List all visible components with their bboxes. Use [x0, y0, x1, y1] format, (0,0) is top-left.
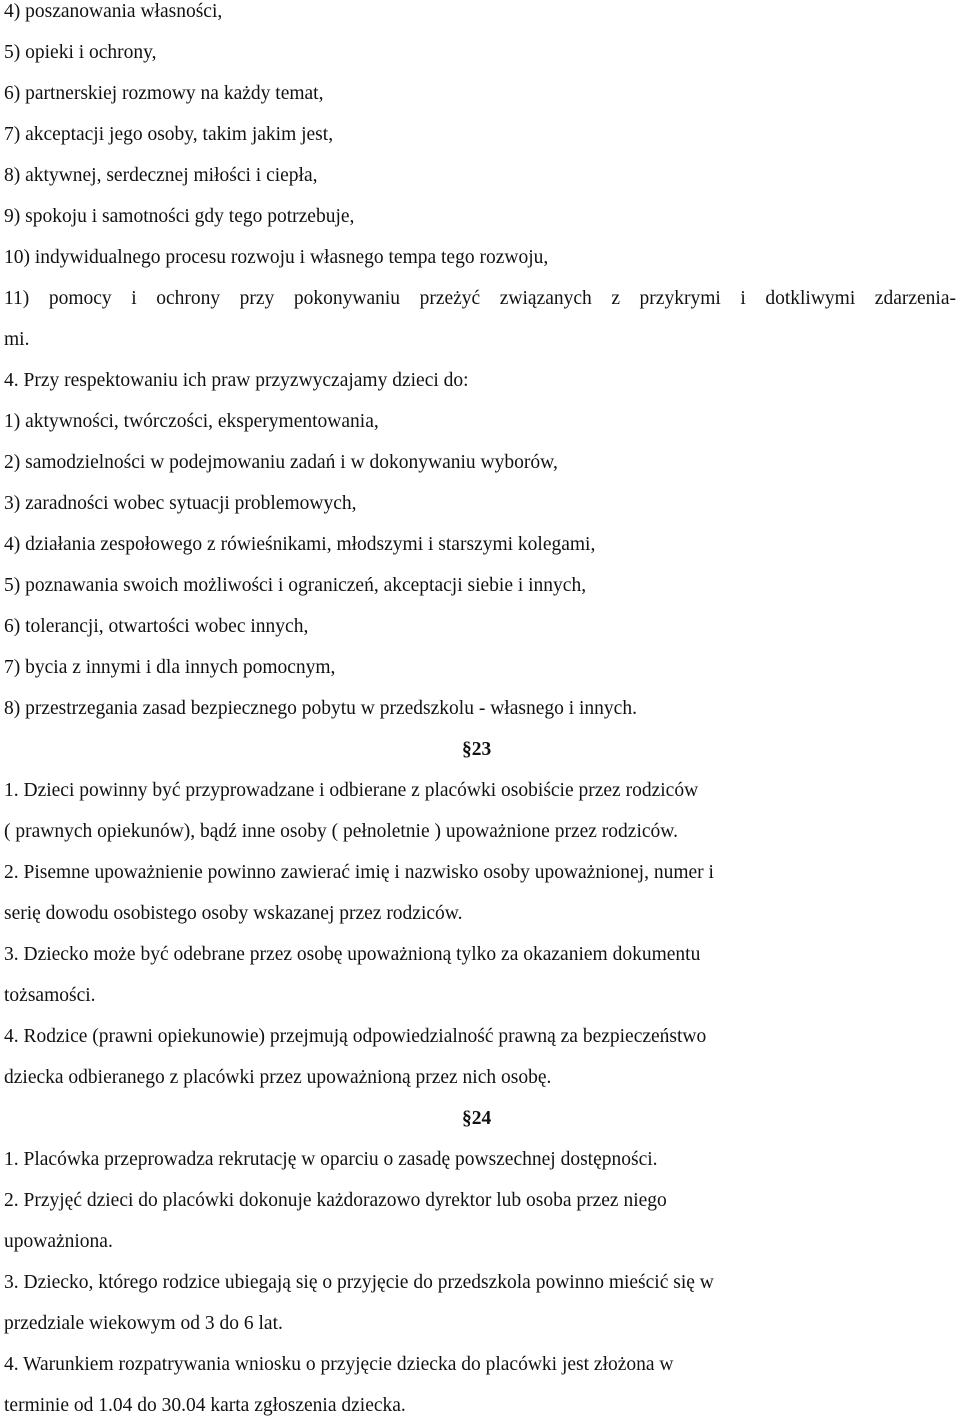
text-line: 4) działania zespołowego z rówieśnikami, młodszymi i starszymi kolegami,: [4, 534, 596, 555]
text-line: 5) poznawania swoich możliwości i ograniczeń, akceptacji siebie i innych,: [4, 575, 587, 596]
text-line: 2. Pisemne upoważnienie powinno zawierać imię i nazwisko osoby upoważnionej, numer i: [4, 862, 714, 883]
text-line: 10) indywidualnego procesu rozwoju i własnego tempa tego rozwoju,: [4, 247, 549, 268]
section-heading: §23: [462, 739, 492, 760]
text-line: 3) zaradności wobec sytuacji problemowych,: [4, 493, 357, 514]
text-line: 2) samodzielności w podejmowaniu zadań i w dokonywaniu wyborów,: [4, 452, 558, 473]
text-line: 9) spokoju i samotności gdy tego potrzebuje,: [4, 206, 355, 227]
text-line: serię dowodu osobistego osoby wskazanej przez rodziców.: [4, 903, 463, 924]
text-line: mi.: [4, 329, 30, 350]
text-line: ( prawnych opiekunów), bądź inne osoby ( pełnoletnie ) upoważnione przez rodziców.: [4, 821, 678, 842]
text-line: 2. Przyjęć dzieci do placówki dokonuje każdorazowo dyrektor lub osoba przez niego: [4, 1190, 667, 1211]
text-line: 5) opieki i ochrony,: [4, 42, 157, 63]
text-line: terminie od 1.04 do 30.04 karta zgłoszenia dziecka.: [4, 1395, 406, 1416]
text-line: 3. Dziecko może być odebrane przez osobę upoważnioną tylko za okazaniem dokumentu: [4, 944, 701, 965]
text-line: 4. Warunkiem rozpatrywania wniosku o przyjęcie dziecka do placówki jest złożona w: [4, 1354, 674, 1375]
text-line: przedziale wiekowym od 3 do 6 lat.: [4, 1313, 283, 1334]
text-line: 7) bycia z innymi i dla innych pomocnym,: [4, 657, 336, 678]
text-line: 8) aktywnej, serdecznej miłości i ciepła,: [4, 165, 318, 186]
text-line: 1. Dzieci powinny być przyprowadzane i odbierane z placówki osobiście przez rodziców: [4, 780, 699, 801]
text-line: 8) przestrzegania zasad bezpiecznego pobytu w przedszkolu - własnego i innych.: [4, 698, 637, 719]
text-line: 11) pomocy i ochrony przy pokonywaniu przeżyć związanych z przykrymi i dotkliwymi zdarzenia-: [4, 288, 956, 309]
text-line: upoważniona.: [4, 1231, 113, 1252]
text-line: dziecka odbieranego z placówki przez upoważnioną przez nich osobę.: [4, 1067, 552, 1088]
text-line: 4. Przy respektowaniu ich praw przyzwyczajamy dzieci do:: [4, 370, 469, 391]
text-line: 4) poszanowania własności,: [4, 1, 223, 22]
text-line: 6) partnerskiej rozmowy na każdy temat,: [4, 83, 324, 104]
text-line: 6) tolerancji, otwartości wobec innych,: [4, 616, 309, 637]
text-line: 4. Rodzice (prawni opiekunowie) przejmują odpowiedzialność prawną za bezpieczeństwo: [4, 1026, 707, 1047]
text-line: 1) aktywności, twórczości, eksperymentowania,: [4, 411, 379, 432]
text-line: tożsamości.: [4, 985, 96, 1006]
text-line: 1. Placówka przeprowadza rekrutację w oparciu o zasadę powszechnej dostępności.: [4, 1149, 658, 1170]
text-line: 7) akceptacji jego osoby, takim jakim jest,: [4, 124, 334, 145]
section-heading: §24: [462, 1108, 492, 1129]
text-line: 3. Dziecko, którego rodzice ubiegają się o przyjęcie do przedszkola powinno mieścić się w: [4, 1272, 714, 1293]
